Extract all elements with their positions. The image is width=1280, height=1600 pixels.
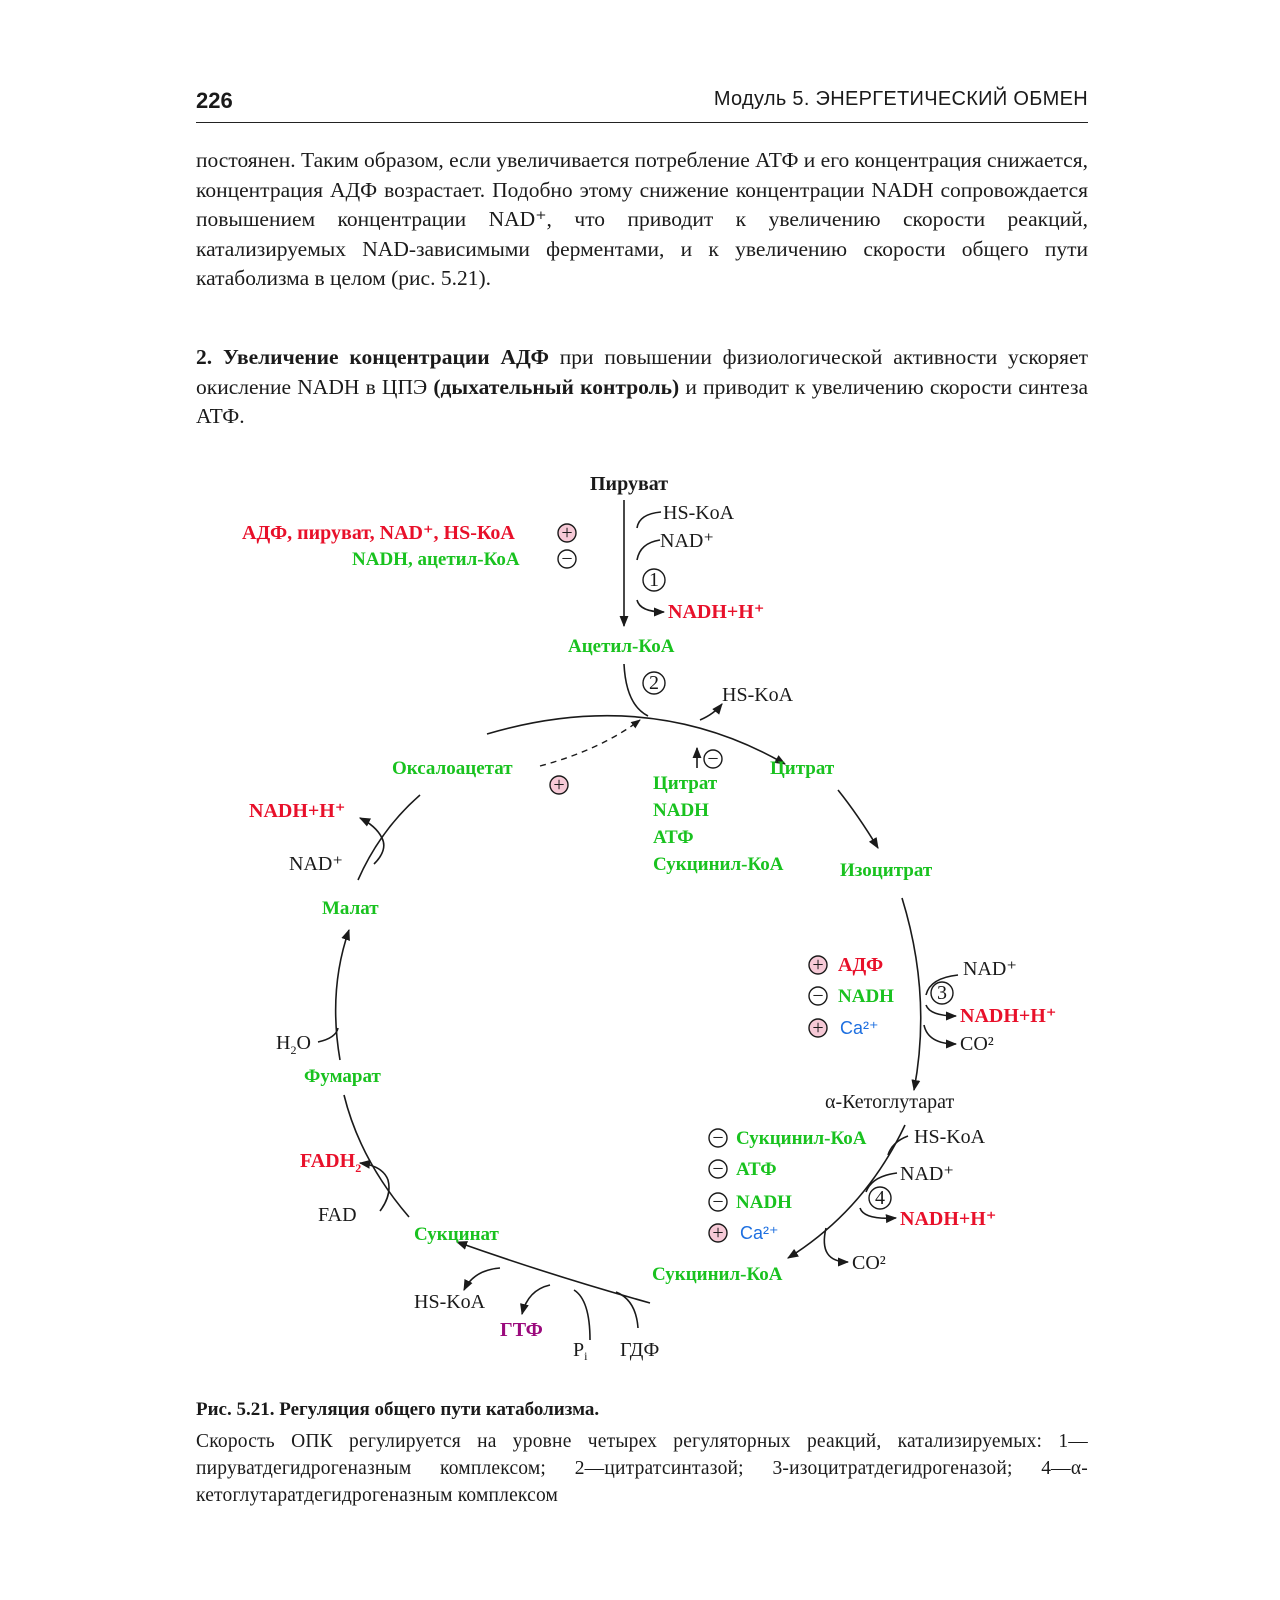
- inh3-nadh: NADH: [838, 986, 894, 1007]
- minus-glyph: −: [712, 1127, 724, 1149]
- hskoa-out-5: [464, 1268, 500, 1290]
- act3-adp: АДФ: [838, 954, 884, 976]
- gtp-out: [522, 1285, 550, 1314]
- h2o-in: [318, 1028, 338, 1042]
- nad-3: NAD⁺: [963, 958, 1017, 980]
- running-head: Модуль 5. ЭНЕРГЕТИЧЕСКИЙ ОБМЕН: [713, 88, 1088, 110]
- minus-glyph: −: [712, 1158, 724, 1180]
- paragraph-2-text-b: и приводит к увеличению скорости синтеза АТФ.: [196, 374, 1088, 428]
- step-1-number: 1: [649, 569, 659, 591]
- hskoa-5: HS-KoA: [414, 1291, 486, 1313]
- minus-glyph: −: [812, 985, 824, 1007]
- co2-4: CO²: [852, 1252, 886, 1274]
- minus-glyph: −: [707, 748, 719, 770]
- hskoa-4: HS-KoA: [914, 1126, 986, 1148]
- plus-glyph: +: [561, 522, 573, 544]
- nad-malate: NAD⁺: [289, 853, 343, 875]
- succinyl-coa: Сукцинил-КоА: [652, 1264, 783, 1285]
- acetyl-coa-in: [624, 664, 648, 716]
- isocitrate: Изоцитрат: [840, 860, 933, 881]
- oxaloacetate: Оксалоацетат: [392, 758, 513, 779]
- inhib2-3: Сукцинил-КоА: [653, 854, 784, 875]
- nadh-4: NADH+H⁺: [900, 1208, 997, 1230]
- step-3-number: 3: [937, 982, 947, 1004]
- fumarate: Фумарат: [304, 1066, 381, 1087]
- paragraph-2-lead: 2. Увеличение концентрации АДФ: [196, 345, 549, 369]
- figure-caption-title: Рис. 5.21. Регуляция общего пути катаболизма.: [196, 1399, 600, 1420]
- hskoa-1: HS-KoA: [663, 502, 735, 524]
- fad: FAD: [318, 1204, 357, 1226]
- nadh-out-3: [926, 1005, 956, 1016]
- hskoa-in-1: [637, 512, 661, 528]
- cycle-oaa-to-citrate: [487, 716, 785, 764]
- nadh-malate: NADH+H⁺: [249, 800, 346, 822]
- acetyl-coa: Ацетил-КоА: [568, 636, 675, 657]
- minus-glyph: −: [712, 1191, 724, 1213]
- nad-4: NAD⁺: [900, 1163, 954, 1185]
- citrate: Цитрат: [770, 758, 835, 779]
- h2o: $H_2O$: [276, 1032, 311, 1057]
- nadh-1: NADH+H⁺: [668, 601, 765, 623]
- gdp: ГДФ: [620, 1339, 660, 1361]
- pyruvate-label: Пируват: [590, 473, 669, 495]
- co2-3: CO²: [960, 1033, 994, 1055]
- cycle-citrate-to-isocitrate: [838, 790, 878, 848]
- plus-glyph: +: [812, 954, 824, 976]
- fadh2: $FADH_2$: [300, 1150, 362, 1175]
- act3-ca: Ca²⁺: [840, 1018, 879, 1038]
- gdp-in: [616, 1292, 638, 1328]
- oaa-activation-arrow: [540, 720, 640, 766]
- nad-in-1: [637, 540, 660, 560]
- co2-out-3: [924, 1025, 956, 1044]
- nadh-3: NADH+H⁺: [960, 1005, 1057, 1027]
- gtp: ГТФ: [500, 1319, 543, 1341]
- malate: Малат: [322, 898, 379, 919]
- inhib2-1: NADH: [653, 800, 709, 821]
- nadh-out-1: [637, 600, 664, 612]
- minus-glyph: −: [561, 548, 573, 570]
- succinate: Сукцинат: [414, 1224, 499, 1245]
- inhib2-0: Цитрат: [653, 773, 718, 794]
- plus-glyph: +: [812, 1017, 824, 1039]
- nadh-out-4: [860, 1208, 896, 1218]
- cycle-fumarate-to-malate: [336, 930, 349, 1060]
- activators-1: АДФ, пируват, NAD⁺, HS-КоА: [242, 522, 515, 544]
- figure-caption-body: Скорость ОПК регулируется на уровне четырех регуляторных реакций, катализируемых: 1—пируватдегидрогеназным комплексом; 2—цитратсинтазой; 3-изоцитратдегидрогеназой; 4—α-кетоглутаратдегидрогеназным комплексом: [196, 1431, 1088, 1506]
- inh4-1: АТФ: [736, 1159, 777, 1180]
- plus-glyph: +: [712, 1222, 724, 1244]
- inhib2-2: АТФ: [653, 827, 694, 848]
- pi-in: [574, 1290, 590, 1340]
- nad-1: NAD⁺: [660, 530, 714, 552]
- page-number: 226: [196, 88, 233, 113]
- inh4-0: Сукцинил-КоА: [736, 1128, 867, 1149]
- paragraph-2-bold: (дыхательный контроль): [433, 374, 680, 399]
- inh4-2: NADH: [736, 1192, 792, 1213]
- alpha-ketoglutarate: α-Кетоглутарат: [825, 1091, 955, 1113]
- step-4-number: 4: [875, 1187, 885, 1209]
- pi: $P_i$: [573, 1339, 588, 1363]
- act4-ca: Ca²⁺: [740, 1223, 779, 1243]
- step-2-number: 2: [649, 672, 659, 694]
- co2-out-4: [824, 1228, 848, 1262]
- plus-glyph: +: [553, 774, 565, 796]
- hskoa-2: HS-KoA: [722, 684, 794, 706]
- hskoa-out-2: [700, 704, 722, 720]
- cycle-malate-to-oaa: [358, 795, 420, 880]
- paragraph-2-text-a: при повышении физиологической активности ускоряет окисление NADH в ЦПЭ: [196, 345, 1089, 399]
- paragraph-1: постоянен. Таким образом, если увеличивается потребление АТФ и его концентрация снижается, концентрация АДФ возрастает. Подобно этому снижение концентрации NADH сопровождается повышением концентрации NAD⁺, что приводит к увеличению скорости реакций, катализируемых NAD-зависимыми ферментами, и к увеличению скорости общего пути катаболизма в целом (рис. 5.21).: [196, 148, 1088, 290]
- inhibitors-1: NADH, ацетил-КоА: [352, 549, 520, 570]
- cycle-isocitrate-to-akg: [902, 898, 921, 1090]
